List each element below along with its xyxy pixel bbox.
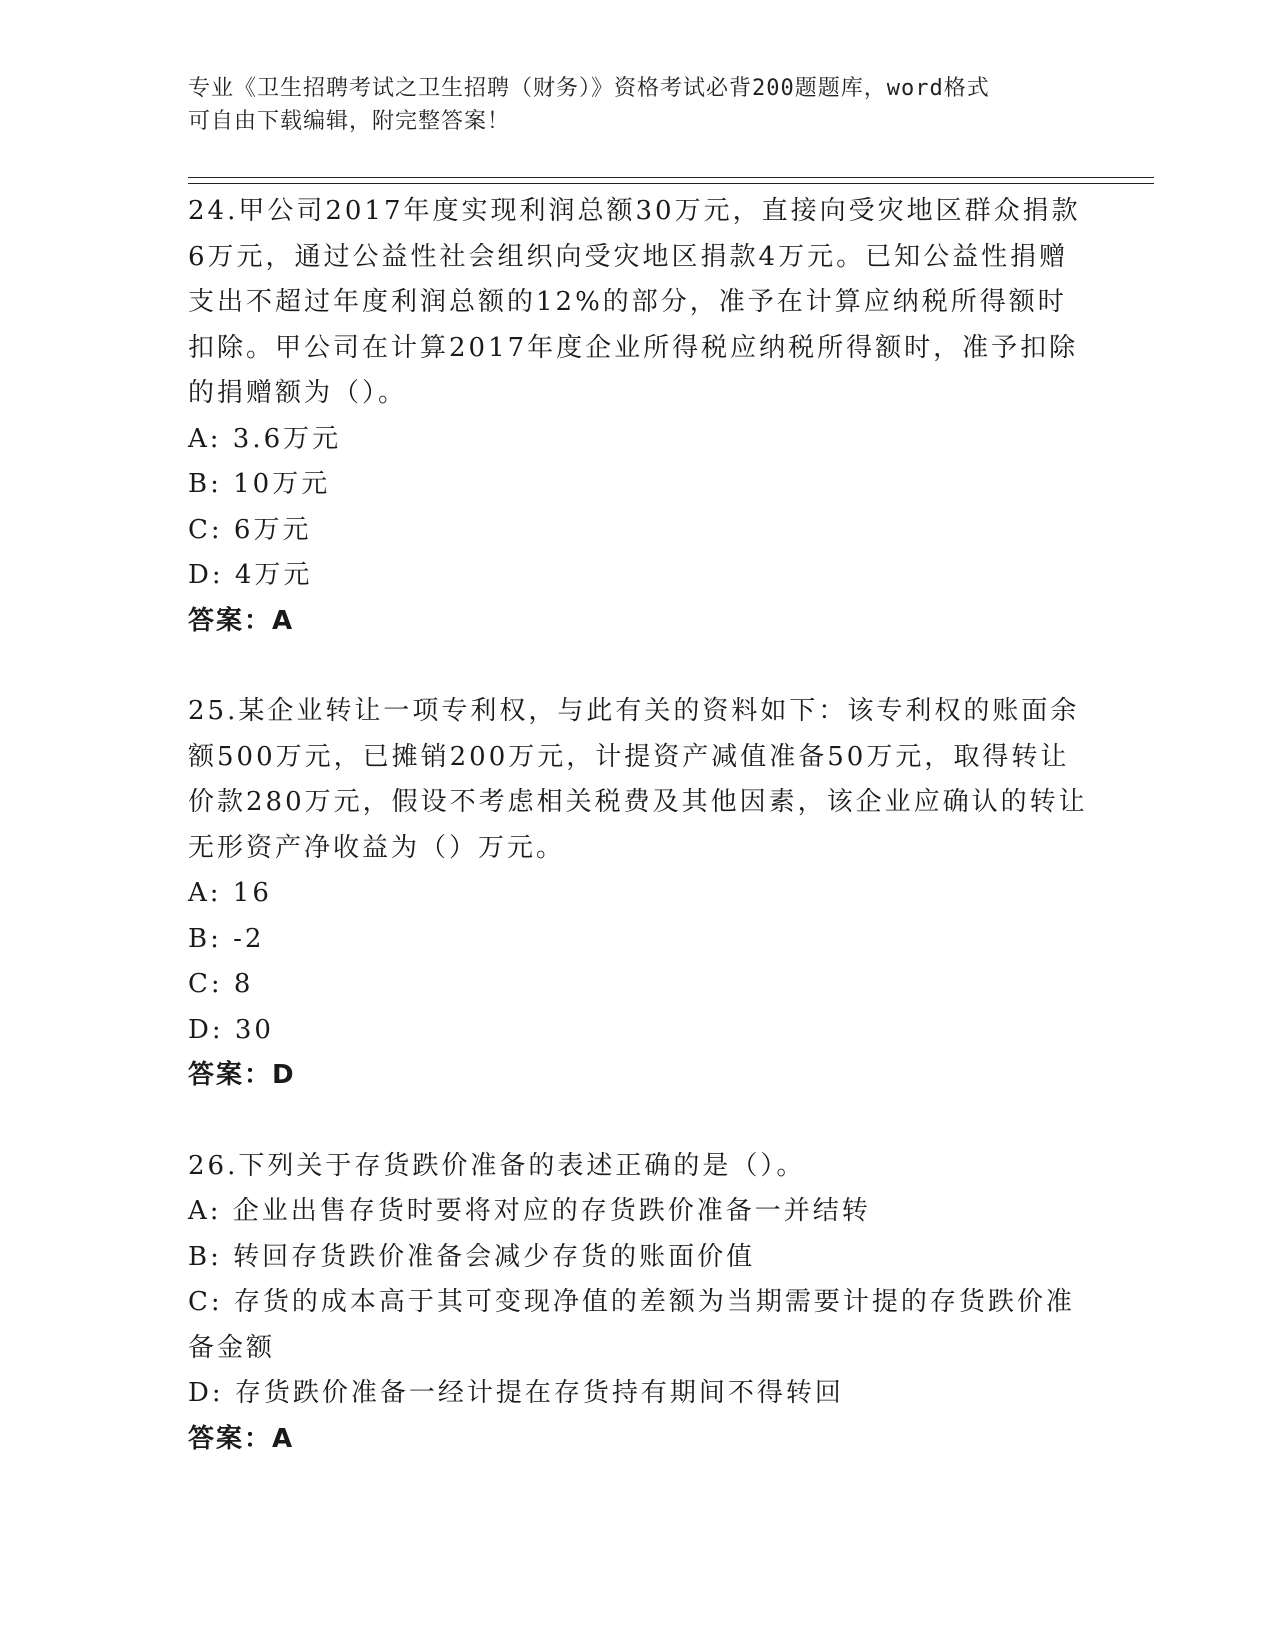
answer-line: 答案：A [188, 605, 295, 636]
option-d: D: 存货跌价准备一经计提在存货持有期间不得转回 [188, 1378, 844, 1408]
question-24 [188, 189, 1088, 644]
document-header [188, 72, 1088, 138]
question-text: 26.下列关于存货跌价准备的表述正确的是（）。 [188, 1150, 806, 1181]
option-a: A: 16 [188, 878, 272, 908]
option-b: B: 转回存货跌价准备会减少存货的账面价值 [188, 1241, 756, 1272]
question-text: 25.某企业转让一项专利权，与此有关的资料如下：该专利权的账面余额500万元，已摊销200万元，计提资产减值准备50万元，取得转让价款280万元，假设不考虑相关税费及其他因素，该企业应确认的转让无形资产净收益为（）万元。 [188, 696, 1088, 863]
question-text: 24.甲公司2017年度实现利润总额30万元，直接向受灾地区群众捐款6万元，通过公益性社会组织向受灾地区捐款4万元。已知公益性捐赠支出不超过年度利润总额的12%的部分，准予在计算应纳税所得额时扣除。甲公司在计算2017年度企业所得税应纳税所得额时，准予扣除的捐赠额为（）。 [188, 196, 1081, 408]
option-d: D: 30 [188, 1014, 274, 1045]
answer-line: 答案：A [188, 1423, 295, 1454]
option-b: B: -2 [188, 923, 265, 954]
question-26 [188, 1144, 1088, 1463]
question-list [188, 189, 1088, 1507]
option-c: C: 8 [188, 969, 254, 999]
answer-line: 答案：D [188, 1060, 296, 1090]
option-b: B: 10万元 [188, 469, 331, 499]
option-c: C: 6万元 [188, 514, 312, 545]
option-a: A: 企业出售存货时要将对应的存货跌价准备一并结转 [188, 1196, 871, 1226]
option-d: D: 4万元 [188, 560, 313, 590]
header-line-2: 可自由下载编辑，附完整答案！ [188, 109, 511, 134]
header-divider-bottom [188, 183, 1154, 184]
header-line-1: 专业《卫生招聘考试之卫生招聘（财务）》资格考试必背200题题库，word格式 [188, 76, 990, 101]
option-a: A: 3.6万元 [188, 423, 342, 454]
option-c: C: 存货的成本高于其可变现净值的差额为当期需要计提的存货跌价准备金额 [188, 1287, 1075, 1363]
header-divider-top [188, 177, 1154, 178]
question-25 [188, 689, 1088, 1099]
